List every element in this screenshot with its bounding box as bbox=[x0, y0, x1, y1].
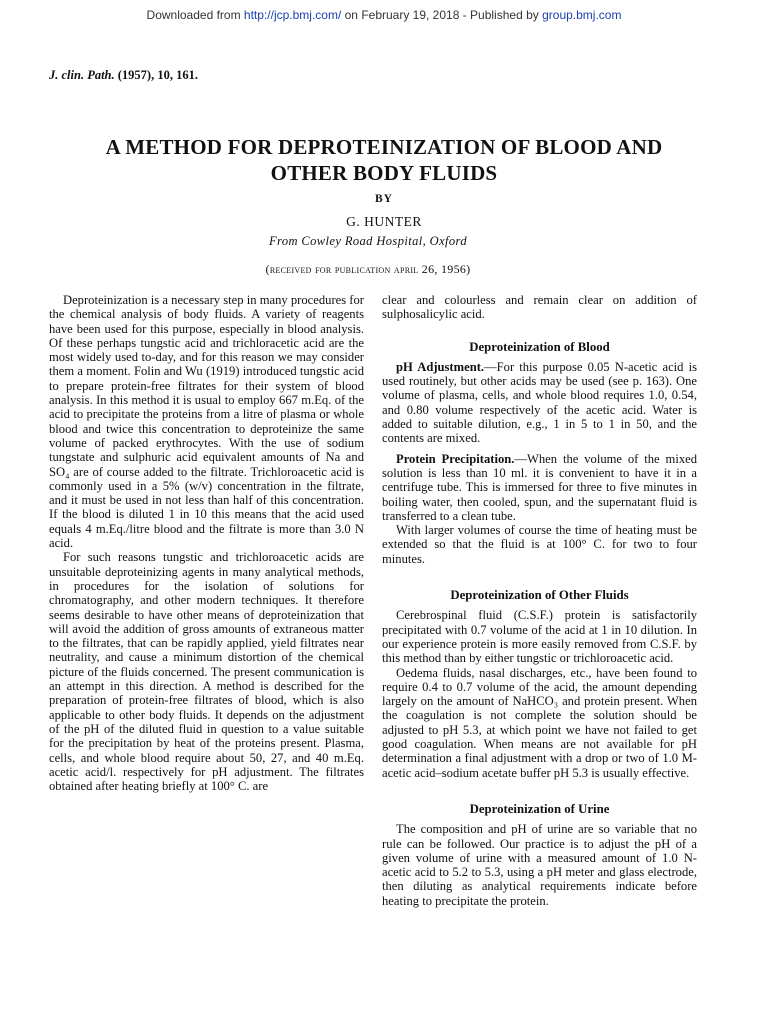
intro-paragraph-continued: clear and colourless and remain clear on addition of sulphosalicylic acid. bbox=[382, 293, 697, 322]
journal-name: J. clin. Path. bbox=[49, 68, 115, 82]
title-line-1: A METHOD FOR DEPROTEINIZATION OF BLOOD AND bbox=[105, 135, 663, 159]
ph-adjustment-text: —For this purpose 0.05 N-acetic acid is used routinely, but other acids may be used (see p. 163). One volume of plasma, cells, and whole blood requires 1.0, 0.54, and 0.80 volume respectively of the acetic acid. Water is added to suitable dilution, e.g., 1 in 5 to 1 in 50, and the contents are mixed. bbox=[382, 359, 697, 446]
intro-paragraph-1: Deproteinization is a necessary step in many procedures for the chemical analysis of body fluids. A variety of reagents have been used for this purpose, especially in blood analysis. Of these perhaps tungstic acid and trichloracetic acid are the most widely used to-day, and for this reason we may consider them a moment. Folin and Wu (1919) introduced tungstic acid to prepare protein-free filtrates for their system of blood analysis. In this method it is usual to employ 667 m.Eq. of the acid to precipitate the proteins from a litre of plasma or whole blood and twice this concentration to deproteinize the same volume of packed erythrocytes. With the use of sodium tungstate and sulphuric acid equivalent amounts of Na and SO₄ are of course added to the filtrate. Trichloroacetic acid is commonly used in a 5% (w/v) concentration in the filtrate, and it must be used in not less than half of this concentration. If the blood is diluted 1 in 10 this means that the acid used equals 4 m.Eq./litre blood and the filtrate is more than 3.0 N acid. bbox=[49, 293, 364, 551]
csf-paragraph: Cerebrospinal fluid (C.S.F.) protein is satisfactorily precipitated with 0.7 volume of the acid at 1 in 10 dilution. In our experience protein is more easily removed from C.S.F. by this method than by either tungstic or trichloroacetic acid. bbox=[382, 608, 697, 666]
received-label: received for publication april bbox=[269, 262, 419, 276]
received-open: ( bbox=[265, 262, 270, 276]
download-notice bbox=[0, 8, 768, 22]
oedema-paragraph: Oedema fluids, nasal discharges, etc., have been found to require 0.4 to 0.7 volume of the acid, the amount depending largely on the amount of NaHCO₃ and protein present. When the coagulation is not complete the solution should be adjusted to pH 5.3, at which point we have not failed to get good coagulation. When means are not available for pH determination a final adjustment with a drop or two of 1.0 M-acetic acid–sodium acetate buffer pH 5.3 is usually effective. bbox=[382, 665, 697, 780]
urine-paragraph: The composition and pH of urine are so variable that no rule can be followed. Our practice is to adjust the pH of a given volume of urine with a measured amount of 1.0 N-acetic acid to 5.2 to 5.3, using a pH meter and glass electrode, then diluting as analytical requirements indicate before heating to precipitate the protein. bbox=[382, 822, 697, 908]
title-line-2: OTHER BODY FLUIDS bbox=[270, 161, 498, 185]
download-prefix: Downloaded from bbox=[146, 8, 244, 22]
author-affiliation: From Cowley Road Hospital, Oxford bbox=[268, 234, 468, 248]
received-date bbox=[0, 262, 736, 277]
heating-paragraph: With larger volumes of course the time of heating must be extended so that the fluid is at 100° C. for two to four minutes. bbox=[382, 523, 697, 566]
left-column bbox=[49, 293, 364, 793]
section-heading-other-fluids: Deproteinization of Other Fluids bbox=[450, 588, 629, 603]
ph-adjustment-heading: pH Adjustment. bbox=[396, 359, 485, 374]
group-bmj-link[interactable]: group.bmj.com bbox=[542, 8, 622, 22]
journal-citation bbox=[49, 68, 198, 83]
jcp-link[interactable]: http://jcp.bmj.com/ bbox=[243, 8, 342, 22]
ph-adjustment-paragraph bbox=[382, 360, 697, 446]
received-date-value: 26, 1956) bbox=[418, 262, 471, 276]
section-heading-urine: Deproteinization of Urine bbox=[469, 801, 610, 816]
citation-volume: (1957), 10, 161. bbox=[114, 68, 198, 82]
protein-precipitation-text: —When the volume of the mixed solution is less than 10 ml. it is convenient to have it in a centrifuge tube. This is immersed for three to five minutes in boiling water, then cooled, spun, and the supernatant fluid is transferred to a clean tube. bbox=[382, 451, 698, 523]
section-heading-blood: Deproteinization of Blood bbox=[469, 339, 610, 354]
author-name: G. HUNTER bbox=[346, 214, 422, 229]
download-middle: on February 19, 2018 - Published by bbox=[341, 8, 543, 22]
intro-paragraph-2: For such reasons tungstic and trichloroacetic acids are unsuitable deproteinizing agents in many analytical methods, in procedures for the isolation of solutions for chromatography, and other modern techniques. It therefore seems desirable to have other means of deproteinization that will avoid the addition of gross amounts of extraneous matter to the filtrates, that can be rapidly applied, yield filtrates near neutrality, and cause a minimum distortion of the chemical picture of the fluids concerned. The present communication is an attempt in this direction. A method is described for the preparation of protein-free filtrates of blood, which is also applicable to other body fluids. It depends on the adjustment of the pH of the diluted fluid in question to a value suitable for the precipitation by heat of the proteins present. Plasma, cells, and whole blood require about 50, 27, and 40 m.Eq. acetic acid/l. respectively for pH adjustment. The filtrates obtained after heating briefly at 100° C. are bbox=[49, 550, 364, 794]
by-line: BY bbox=[375, 193, 393, 205]
protein-precipitation-paragraph bbox=[382, 452, 697, 523]
right-column bbox=[382, 293, 697, 908]
protein-precipitation-heading: Protein Precipitation. bbox=[396, 451, 515, 466]
article-title bbox=[30, 134, 738, 186]
